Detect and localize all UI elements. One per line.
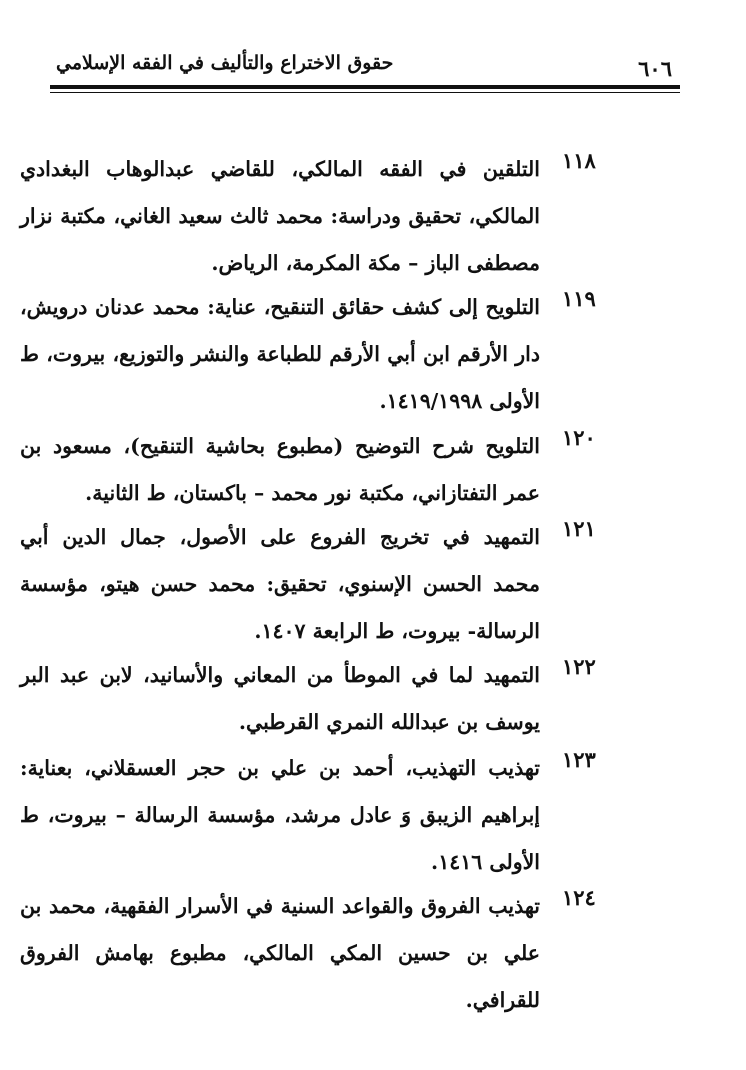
- entry-number: ١٢٢: [562, 654, 596, 679]
- entry-number: ١٢٤: [562, 885, 596, 910]
- entry-number: ١٢١: [562, 516, 596, 541]
- entry-text: التلويح شرح التوضيح (مطبوع بحاشية التنقيح)، مسعود بن عمر التفتازاني، مكتبة نور محمد – باكستان، ط الثانية.: [20, 434, 540, 505]
- entry-number: ١٢٠: [562, 425, 596, 450]
- running-title: حقوق الاختراع والتأليف في الفقه الإسلامي: [56, 52, 394, 74]
- entry-text: التلقين في الفقه المالكي، للقاضي عبدالوهاب البغدادي المالكي، تحقيق ودراسة: محمد ثالث سعيد الغاني، مكتبة نزار مصطفى الباز – مكة المكرمة، الرياض.: [20, 157, 540, 275]
- entry-text: تهذيب التهذيب، أحمد بن علي بن حجر العسقلاني، بعناية: إبراهيم الزيبق وَ عادل مرشد، مؤسسة الرسالة – بيروت، ط الأولى ١٤١٦.: [20, 756, 540, 874]
- entry-text: التمهيد في تخريج الفروع على الأصول، جمال الدين أبي محمد الحسن الإسنوي، تحقيق: محمد حسن هيتو، مؤسسة الرسالة- بيروت، ط الرابعة ١٤٠٧.: [20, 525, 540, 643]
- page-number: ٦٠٦: [638, 56, 672, 81]
- header-rule-thick: [50, 85, 680, 89]
- entry-number: ١١٩: [562, 286, 596, 311]
- entry-text: التمهيد لما في الموطأ من المعاني والأسانيد، لابن عبد البر يوسف بن عبدالله النمري القرطبي.: [20, 663, 540, 734]
- entry-text: تهذيب الفروق والقواعد السنية في الأسرار الفقهية، محمد بن علي بن حسين المكي المالكي، مطبوع بهامش الفروق للقرافي.: [20, 894, 540, 1012]
- page-header: [50, 50, 680, 90]
- entry-number: ١١٨: [562, 148, 596, 173]
- entry-number: ١٢٣: [562, 747, 596, 772]
- entry-text: التلويح إلى كشف حقائق التنقيح، عناية: محمد عدنان درويش، دار الأرقم ابن أبي الأرقم للطباعة والنشر والتوزيع، بيروت، ط الأولى ١٤١٩/١٩٩٨.: [20, 295, 540, 413]
- header-rule-thin: [50, 92, 680, 93]
